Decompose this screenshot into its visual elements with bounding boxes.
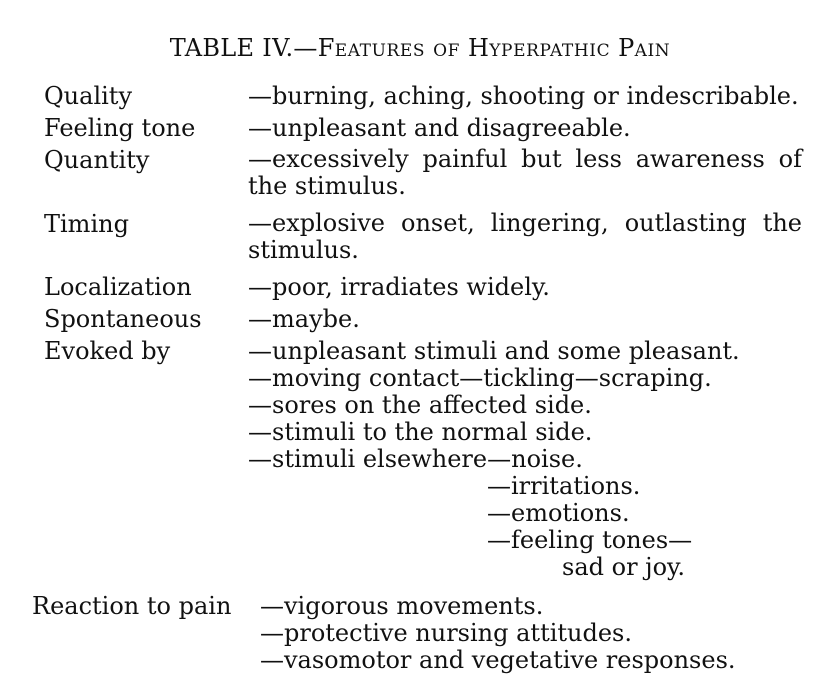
row-text-feeling-tone: —unpleasant and disagreeable. [248, 114, 631, 142]
row-text-timing: —explosive onset, lingering, outlasting the stimulus. [248, 209, 802, 264]
evoked-subitem: —emotions. [487, 499, 630, 527]
row-label-localization: Localization [44, 273, 192, 301]
row-text-localization: —poor, irradiates widely. [248, 273, 550, 301]
row-label-quality: Quality [44, 82, 132, 110]
row-label-feeling-tone: Feeling tone [44, 114, 196, 142]
row-text-quality: —burning, aching, shooting or indescribable. [248, 82, 799, 110]
row-label-quantity: Quantity [44, 146, 150, 174]
title-prefix: TABLE IV.— [169, 34, 318, 62]
title-word: PAIN [618, 34, 671, 62]
evoked-item: —sores on the affected side. [248, 391, 592, 419]
evoked-subitem: —irritations. [487, 472, 641, 500]
row-text-spontaneous: —maybe. [248, 305, 360, 333]
evoked-item: —moving contact—tickling—scraping. [248, 364, 712, 392]
evoked-subsubitem: sad or joy. [562, 553, 686, 581]
evoked-subitem: —feeling tones— [487, 526, 693, 554]
title-word: OF [433, 41, 461, 61]
evoked-item: —stimuli elsewhere—noise. [248, 445, 583, 473]
reaction-item: —vasomotor and vegetative responses. [260, 646, 736, 674]
title-word: FEATURES [317, 34, 426, 62]
reaction-item: —protective nursing attitudes. [260, 619, 632, 647]
row-label-spontaneous: Spontaneous [44, 305, 202, 333]
table-title [0, 34, 840, 62]
row-label-reaction-to-pain: Reaction to pain [32, 592, 232, 620]
row-label-evoked-by: Evoked by [44, 337, 171, 365]
title-word: HYPERPATHIC [467, 34, 611, 62]
row-label-timing: Timing [44, 210, 129, 238]
reaction-item: —vigorous movements. [260, 592, 544, 620]
evoked-item: —stimuli to the normal side. [248, 418, 593, 446]
evoked-item: —unpleasant stimuli and some pleasant. [248, 337, 740, 365]
row-text-quantity: —excessively painful but less awareness of the stimulus. [248, 145, 802, 200]
